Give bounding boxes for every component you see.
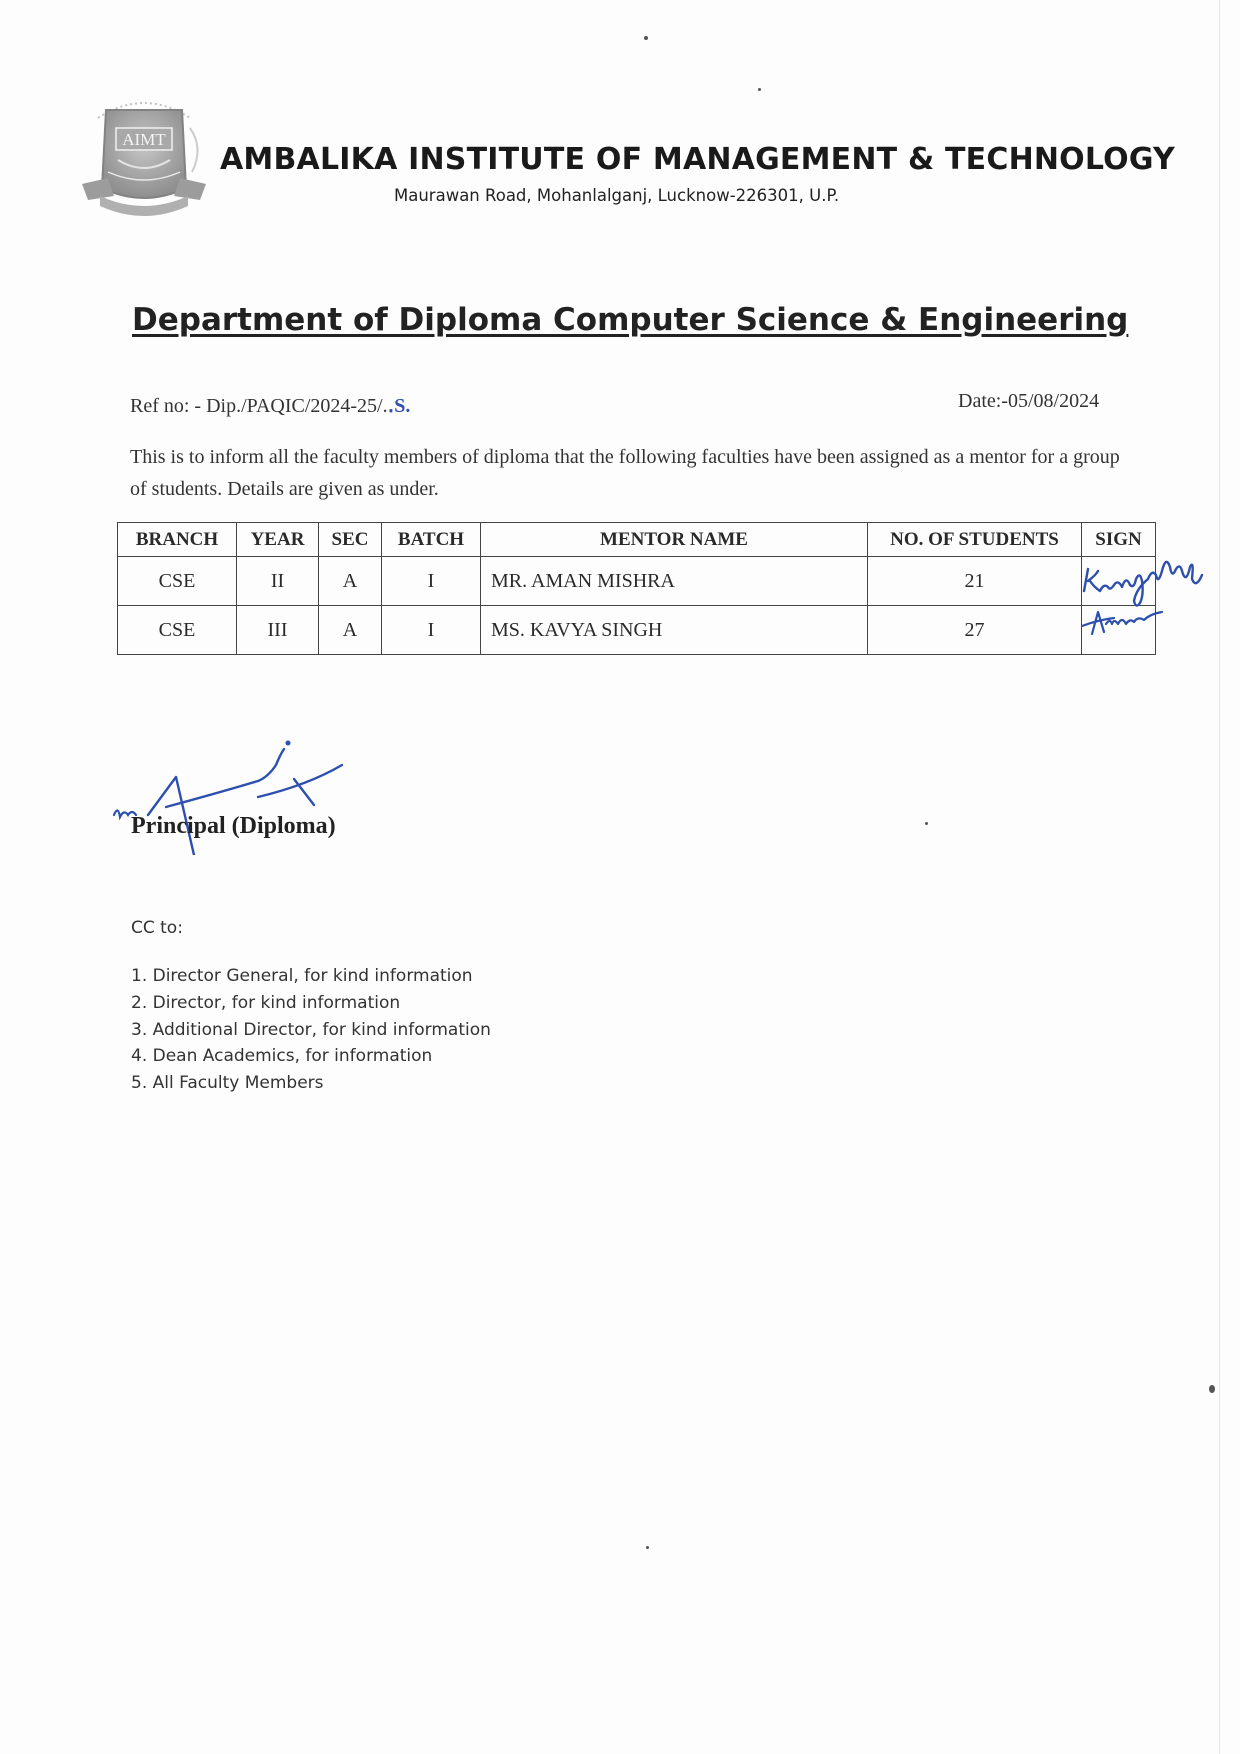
reference-number bbox=[130, 393, 410, 418]
cell-sec: A bbox=[319, 557, 382, 606]
cell-year: III bbox=[237, 606, 319, 655]
signature-aman bbox=[1078, 594, 1178, 644]
principal-title: Principal (Diploma) bbox=[131, 813, 336, 839]
cell-branch: CSE bbox=[118, 606, 237, 655]
scan-speck bbox=[1209, 1385, 1215, 1393]
cell-sec: A bbox=[319, 606, 382, 655]
institute-logo bbox=[78, 88, 210, 230]
header-batch: BATCH bbox=[382, 523, 481, 557]
scan-speck bbox=[646, 1546, 649, 1549]
table-header-row bbox=[118, 523, 1156, 557]
cell-batch: I bbox=[382, 606, 481, 655]
intro-paragraph: This is to inform all the faculty members of diploma that the following faculties have been assigned as a mentor for a group of students. Details are given as under. bbox=[130, 446, 1120, 500]
header-sec: SEC bbox=[319, 523, 382, 557]
department-title: Department of Diploma Computer Science & Engineering bbox=[132, 302, 1129, 338]
header-no-of-students: NO. OF STUDENTS bbox=[868, 523, 1082, 557]
cell-branch: CSE bbox=[118, 557, 237, 606]
reference-label: Ref no: - Dip./PAQIC/2024-25/. bbox=[130, 395, 388, 417]
cc-list bbox=[131, 963, 491, 1097]
table-row bbox=[118, 557, 1156, 606]
scan-edge-line bbox=[1219, 0, 1220, 1754]
cc-label: CC to: bbox=[131, 918, 183, 938]
cell-year: II bbox=[237, 557, 319, 606]
cell-sign bbox=[1082, 606, 1156, 655]
cell-no-of-students: 27 bbox=[868, 606, 1082, 655]
institute-address: Maurawan Road, Mohanlalganj, Lucknow-226301, U.P. bbox=[394, 186, 840, 205]
cell-no-of-students: 21 bbox=[868, 557, 1082, 606]
table-row bbox=[118, 606, 1156, 655]
header-mentor-name: MENTOR NAME bbox=[481, 523, 868, 557]
list-item: 4. Dean Academics, for information bbox=[131, 1046, 433, 1067]
svg-text:AIMT: AIMT bbox=[122, 130, 166, 149]
document-date: Date:-05/08/2024 bbox=[958, 390, 1100, 412]
reference-handwritten-suffix: ․S. bbox=[387, 395, 411, 417]
cell-mentor-name: MR. AMAN MISHRA bbox=[481, 557, 868, 606]
cell-mentor-name: MS. KAVYA SINGH bbox=[481, 606, 868, 655]
cell-batch: I bbox=[382, 557, 481, 606]
scan-speck bbox=[644, 36, 648, 40]
list-item: 1. Director General, for kind information bbox=[131, 966, 473, 986]
institute-name: AMBALIKA INSTITUTE OF MANAGEMENT & TECHNOLOGY bbox=[220, 142, 1175, 177]
list-item: 3. Additional Director, for kind information bbox=[131, 1019, 491, 1040]
header-sign: SIGN bbox=[1082, 523, 1156, 557]
list-item: 2. Director, for kind information bbox=[131, 992, 401, 1013]
scan-speck bbox=[925, 822, 928, 825]
scan-speck bbox=[758, 88, 761, 91]
mentor-table bbox=[117, 522, 1156, 655]
list-item: 5. All Faculty Members bbox=[131, 1073, 324, 1094]
header-branch: BRANCH bbox=[118, 523, 237, 557]
header-year: YEAR bbox=[237, 523, 319, 557]
